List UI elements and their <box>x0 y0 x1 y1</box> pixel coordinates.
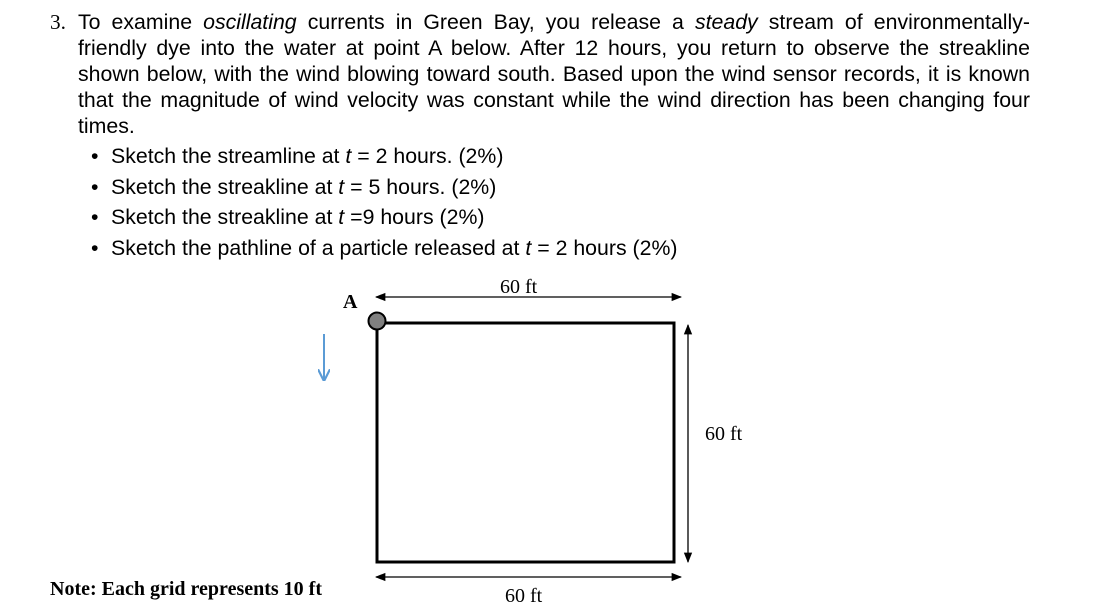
time-variable: t <box>525 235 532 260</box>
time-variable: t <box>338 205 345 229</box>
emphasis-text: steady <box>694 10 758 34</box>
paragraph-text: currents in Green Bay, you release a <box>296 10 695 34</box>
task-text: = 2 hours. (2%) <box>351 144 504 168</box>
emphasis-text: oscillating <box>203 10 297 34</box>
task-text: Sketch the pathline of a particle released at <box>111 235 526 260</box>
time-variable: t <box>345 144 352 168</box>
task-text: Sketch the streakline at <box>111 205 339 229</box>
task-text: =9 hours (2%) <box>344 205 485 229</box>
task-text: Sketch the streamline at <box>111 144 346 168</box>
time-variable: t <box>338 174 345 199</box>
task-text: = 2 hours (2%) <box>531 235 678 260</box>
top-dimension-label: 60 ft <box>500 276 538 298</box>
point-a-label: A <box>343 291 358 313</box>
right-dimension-label: 60 ft <box>705 423 743 445</box>
task-text: Sketch the streakline at <box>111 174 339 199</box>
domain-box <box>377 323 674 562</box>
problem-number: 3. <box>50 10 66 34</box>
bottom-dimension-label: 60 ft <box>505 585 543 607</box>
release-point-a <box>369 313 386 330</box>
task-text: = 5 hours. (2%) <box>344 174 497 199</box>
grid-note: Note: Each grid represents 10 ft <box>50 578 322 600</box>
paragraph-text: stream of environmentally-friendly dye into the water at point A below. After 12 hours, you return to observe the streakline shown below, with the wind blowing toward south. Based upon the wind sensor records, it is known that the magnitude of wind velocity was constant while the wind direction has been changing four times. <box>78 10 1030 138</box>
paragraph-text: To examine <box>78 10 204 34</box>
